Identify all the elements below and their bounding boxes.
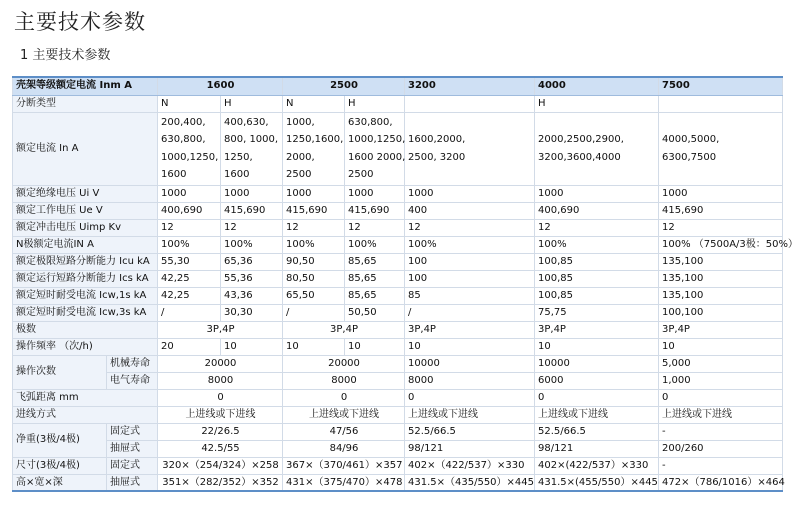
cell: 402×（422/537）×330	[405, 457, 535, 474]
cell: 12	[221, 219, 283, 236]
cell: 1000	[405, 185, 535, 202]
cell: 320×（254/324）×258	[158, 457, 283, 474]
row-label: 净重(3极/4极)	[13, 423, 107, 457]
cell: 98/121	[535, 440, 659, 457]
cell-line: 2000,2500,2900,	[538, 134, 624, 146]
cell: 20000	[283, 355, 405, 372]
cell: 415,690	[221, 202, 283, 219]
cell: 65,50	[283, 287, 345, 304]
sub-label: 抽屉式	[107, 440, 158, 457]
row-label: 飞弧距离 mm	[13, 389, 158, 406]
cell-multiline	[158, 112, 221, 185]
cell-multiline	[405, 112, 535, 185]
cell: 12	[535, 219, 659, 236]
cell: 3P,4P	[283, 321, 405, 338]
cell: 65,36	[221, 253, 283, 270]
cell-multiline	[221, 112, 283, 185]
cell: 10	[659, 338, 783, 355]
cell: 1000	[221, 185, 283, 202]
row-label: 分断类型	[13, 95, 158, 112]
row-label: 额定运行短路分断能力 Ics kA	[13, 270, 158, 287]
cell: 1000	[535, 185, 659, 202]
cell-line: 2500, 3200	[408, 151, 466, 163]
row-label: 额定冲击电压 Uimp Kv	[13, 219, 158, 236]
cell: 135,100	[659, 287, 783, 304]
cell-line: 1000,1250,	[348, 134, 406, 146]
row-ops-mech	[13, 355, 783, 372]
cell: 0	[283, 389, 405, 406]
cell-line: 1600	[161, 169, 187, 181]
cell	[659, 95, 783, 112]
row-label: 高×宽×深	[13, 474, 107, 491]
cell: 100%	[221, 236, 283, 253]
cell-multiline	[659, 112, 783, 185]
cell: 3P,4P	[405, 321, 535, 338]
header-col-2500: 2500	[283, 77, 405, 95]
cell: 30,30	[221, 304, 283, 321]
row-break-type	[13, 95, 783, 112]
sub-label: 抽屉式	[107, 474, 158, 491]
cell: 367×（370/461）×357	[283, 457, 405, 474]
cell: 84/96	[283, 440, 405, 457]
spec-table	[12, 76, 798, 492]
cell: 90,50	[283, 253, 345, 270]
cell: 42,25	[158, 270, 221, 287]
cell-line: 6300,7500	[662, 151, 717, 163]
cell: /	[158, 304, 221, 321]
cell: 1,000	[659, 372, 783, 389]
cell: 上进线或下进线	[158, 406, 283, 423]
cell: 8000	[158, 372, 283, 389]
cell-line: 1000,1250,	[161, 151, 219, 163]
header-col-1600: 1600	[158, 77, 283, 95]
cell: 85,65	[345, 253, 405, 270]
row-label: 额定电流 In A	[13, 112, 158, 185]
cell-line: 4000,5000,	[662, 134, 720, 146]
cell	[405, 95, 535, 112]
cell: 10	[405, 338, 535, 355]
row-label: 额定绝缘电压 Ui V	[13, 185, 158, 202]
cell: 52.5/66.5	[535, 423, 659, 440]
cell: 100,85	[535, 270, 659, 287]
cell: 10000	[405, 355, 535, 372]
cell: 12	[659, 219, 783, 236]
row-rated-current	[13, 112, 783, 185]
row-weight-fixed	[13, 423, 783, 440]
cell: 6000	[535, 372, 659, 389]
cell: 85,65	[345, 270, 405, 287]
sub-label: 固定式	[107, 457, 158, 474]
cell: 100	[405, 270, 535, 287]
cell: 10	[283, 338, 345, 355]
param-row	[13, 219, 783, 236]
cell: /	[405, 304, 535, 321]
header-row	[13, 77, 783, 95]
cell: 50,50	[345, 304, 405, 321]
cell-line: 1600	[224, 169, 250, 181]
cell: -	[659, 457, 783, 474]
cell: 400,690	[158, 202, 221, 219]
cell: 上进线或下进线	[535, 406, 659, 423]
cell: 20	[158, 338, 221, 355]
cell: 0	[405, 389, 535, 406]
header-col-3200: 3200	[405, 77, 535, 95]
cell: 8000	[405, 372, 535, 389]
cell: 3P,4P	[659, 321, 783, 338]
param-row	[13, 304, 783, 321]
param-row	[13, 185, 783, 202]
cell: 402×(422/537）×330	[535, 457, 659, 474]
cell-line: 200,400,	[161, 116, 206, 128]
cell-line: 2500	[286, 169, 312, 181]
cell: 0	[158, 389, 283, 406]
cell: 42.5/55	[158, 440, 283, 457]
cell: 10	[345, 338, 405, 355]
cell: 415,690	[283, 202, 345, 219]
cell: N	[158, 95, 221, 112]
row-weight-draw	[13, 440, 783, 457]
param-row	[13, 236, 783, 253]
cell: H	[221, 95, 283, 112]
cell-line: 800, 1000,	[224, 134, 279, 146]
cell: 10	[221, 338, 283, 355]
cell: H	[345, 95, 405, 112]
cell: 351×（282/352）×352	[158, 474, 283, 491]
param-row	[13, 253, 783, 270]
row-label: 进线方式	[13, 406, 158, 423]
header-col-7500: 7500	[659, 77, 783, 95]
cell-line: 1000,	[286, 116, 315, 128]
cell: 135,100	[659, 270, 783, 287]
header-label: 壳架等级额定电流 Inm A	[13, 77, 158, 95]
row-label: 操作频率 （次/h)	[13, 338, 158, 355]
cell: 135,100	[659, 253, 783, 270]
cell-line: 2500	[348, 169, 374, 181]
cell: 0	[535, 389, 659, 406]
row-size-draw	[13, 474, 783, 491]
row-label: 额定短时耐受电流 Icw,1s kA	[13, 287, 158, 304]
row-label: 极数	[13, 321, 158, 338]
row-size-fixed	[13, 457, 783, 474]
cell: 55,36	[221, 270, 283, 287]
cell-line: 1600,2000,	[408, 134, 466, 146]
cell: 100%	[535, 236, 659, 253]
cell: 12	[345, 219, 405, 236]
cell-line: 1250,1600,	[286, 134, 344, 146]
cell-line: 2000,	[286, 151, 315, 163]
cell: 上进线或下进线	[283, 406, 405, 423]
cell: 400,690	[535, 202, 659, 219]
cell: 100,85	[535, 253, 659, 270]
cell: 75,75	[535, 304, 659, 321]
cell: 100%	[405, 236, 535, 253]
param-row	[13, 287, 783, 304]
cell: 100%	[158, 236, 221, 253]
cell: 12	[405, 219, 535, 236]
cell: 100% （7500A/3极：50%）	[659, 236, 783, 253]
cell: 42,25	[158, 287, 221, 304]
cell: 55,30	[158, 253, 221, 270]
cell: 431.5×(455/550）×445	[535, 474, 659, 491]
cell: 100,85	[535, 287, 659, 304]
row-label: 操作次数	[13, 355, 107, 389]
cell: 431.5×（435/550）×445	[405, 474, 535, 491]
cell-line: 1600 2000,	[348, 151, 406, 163]
row-frequency	[13, 338, 783, 355]
cell: 400	[405, 202, 535, 219]
row-label: N极额定电流IN A	[13, 236, 158, 253]
cell: 98/121	[405, 440, 535, 457]
cell: 80,50	[283, 270, 345, 287]
cell: 5,000	[659, 355, 783, 372]
cell: 3P,4P	[158, 321, 283, 338]
cell-multiline	[283, 112, 345, 185]
cell: 100%	[283, 236, 345, 253]
row-wiring	[13, 406, 783, 423]
cell: 1000	[158, 185, 221, 202]
cell: 415,690	[345, 202, 405, 219]
cell: 472×（786/1016）×464	[659, 474, 783, 491]
cell-line: 400,630,	[224, 116, 269, 128]
cell: 20000	[158, 355, 283, 372]
cell-line: 1250,	[224, 151, 253, 163]
param-rows	[13, 185, 798, 321]
cell: 200/260	[659, 440, 783, 457]
cell: 22/26.5	[158, 423, 283, 440]
cell: H	[535, 95, 659, 112]
param-row	[13, 202, 783, 219]
cell: 85	[405, 287, 535, 304]
sub-label: 机械寿命	[107, 355, 158, 372]
cell: 上进线或下进线	[405, 406, 535, 423]
cell: 8000	[283, 372, 405, 389]
cell: 100,100	[659, 304, 783, 321]
row-arc-distance	[13, 389, 783, 406]
row-label: 额定极限短路分断能力 Icu kA	[13, 253, 158, 270]
section-subtitle: 1 主要技术参数	[20, 48, 111, 63]
cell: 85,65	[345, 287, 405, 304]
cell: 100%	[345, 236, 405, 253]
cell: 1000	[659, 185, 783, 202]
page-title: 主要技术参数	[14, 10, 146, 34]
cell: 3P,4P	[535, 321, 659, 338]
cell-line: 630,800,	[348, 116, 393, 128]
cell-multiline	[535, 112, 659, 185]
cell: 415,690	[659, 202, 783, 219]
cell: /	[283, 304, 345, 321]
cell: 0	[659, 389, 783, 406]
cell: 431×（375/470）×478	[283, 474, 405, 491]
cell: 12	[283, 219, 345, 236]
cell: 12	[158, 219, 221, 236]
param-row	[13, 270, 783, 287]
row-poles	[13, 321, 783, 338]
cell: 上进线或下进线	[659, 406, 783, 423]
row-label: 额定工作电压 Ue V	[13, 202, 158, 219]
cell: 47/56	[283, 423, 405, 440]
cell: 1000	[283, 185, 345, 202]
cell-line: 630,800,	[161, 134, 206, 146]
cell: 10	[535, 338, 659, 355]
cell: 10000	[535, 355, 659, 372]
cell: N	[283, 95, 345, 112]
cell: -	[659, 423, 783, 440]
sub-label: 电气寿命	[107, 372, 158, 389]
cell-multiline	[345, 112, 405, 185]
cell: 43,36	[221, 287, 283, 304]
cell: 52.5/66.5	[405, 423, 535, 440]
cell: 100	[405, 253, 535, 270]
header-col-4000: 4000	[535, 77, 659, 95]
cell-line: 3200,3600,4000	[538, 151, 621, 163]
cell: 1000	[345, 185, 405, 202]
row-label: 额定短时耐受电流 Icw,3s kA	[13, 304, 158, 321]
row-label: 尺寸(3极/4极)	[13, 457, 107, 474]
sub-label: 固定式	[107, 423, 158, 440]
row-ops-elec	[13, 372, 783, 389]
